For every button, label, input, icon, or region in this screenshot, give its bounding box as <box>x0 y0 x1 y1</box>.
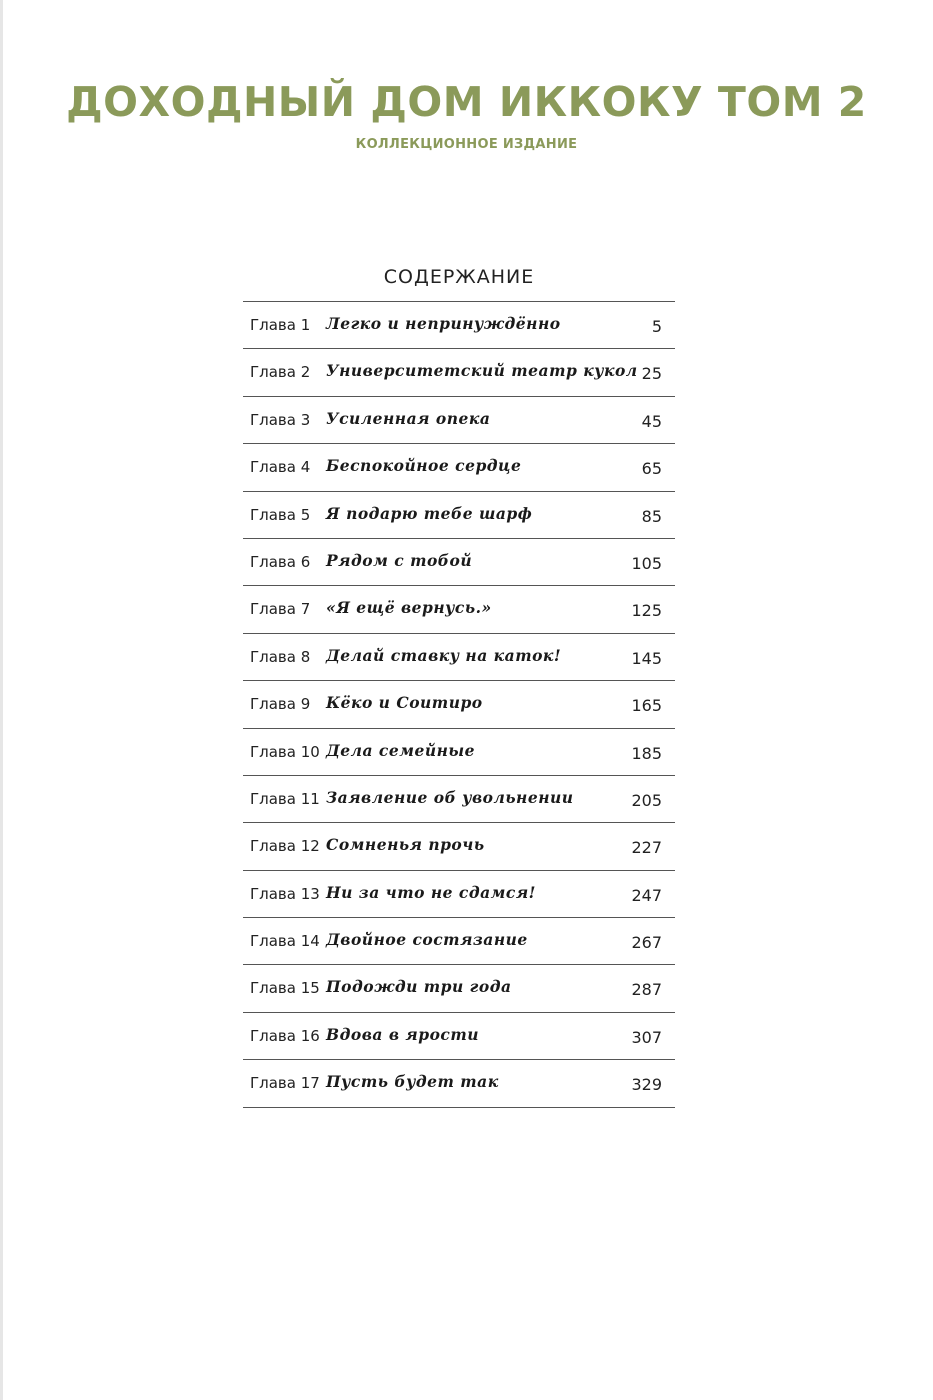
toc-page-number: 307 <box>631 1027 662 1047</box>
toc-chapter-number: Глава 2 <box>250 363 311 382</box>
toc-page-number: 287 <box>631 980 662 1000</box>
toc-heading: СОДЕРЖАНИЕ <box>383 266 535 288</box>
toc-chapter-number: Глава 7 <box>250 600 311 619</box>
toc-chapter-title: Легко и непринуждённо <box>326 314 561 333</box>
toc-entry[interactable] <box>243 1013 675 1060</box>
toc-chapter-number: Глава 4 <box>250 458 311 477</box>
toc-chapter-number: Глава 9 <box>250 695 311 714</box>
toc-chapter-title: «Я ещё вернусь.» <box>326 598 492 618</box>
toc-chapter-number: Глава 15 <box>250 979 320 998</box>
toc-entry[interactable] <box>243 302 675 349</box>
toc-entry[interactable] <box>243 397 675 444</box>
table-of-contents <box>243 302 675 1108</box>
toc-page-number: 65 <box>641 459 662 479</box>
toc-page-number: 185 <box>631 743 662 763</box>
toc-page-number: 25 <box>641 364 662 384</box>
toc-chapter-title: Кёко и Соитиро <box>326 693 483 713</box>
toc-entry[interactable] <box>243 349 675 396</box>
toc-chapter-number: Глава 8 <box>250 647 311 666</box>
page-left-edge <box>0 0 3 1400</box>
toc-entry[interactable] <box>243 681 675 728</box>
toc-page-number: 329 <box>631 1075 662 1095</box>
toc-chapter-title: Рядом с тобой <box>326 550 473 570</box>
toc-entry[interactable] <box>243 539 675 586</box>
toc-chapter-title: Усиленная опека <box>326 408 491 428</box>
toc-entry[interactable] <box>243 965 675 1012</box>
toc-entry[interactable] <box>243 918 675 965</box>
toc-chapter-title: Вдова в ярости <box>326 1024 480 1044</box>
toc-page-number: 267 <box>631 933 662 953</box>
toc-entry[interactable] <box>243 1060 675 1107</box>
toc-page-number: 85 <box>641 506 662 526</box>
toc-page-number: 105 <box>631 553 662 573</box>
toc-chapter-number: Глава 14 <box>250 932 320 951</box>
toc-chapter-number: Глава 11 <box>250 789 320 808</box>
toc-page-number: 145 <box>631 648 662 668</box>
toc-chapter-number: Глава 5 <box>250 505 311 524</box>
toc-chapter-number: Глава 12 <box>250 837 320 856</box>
toc-entry[interactable] <box>243 776 675 823</box>
toc-page-number: 227 <box>631 838 662 858</box>
toc-chapter-title: Сомненья прочь <box>326 835 485 855</box>
toc-entry[interactable] <box>243 823 675 870</box>
toc-page-number: 5 <box>651 317 662 336</box>
book-subtitle: КОЛЛЕКЦИОННОЕ ИЗДАНИЕ <box>355 137 578 152</box>
toc-page-number: 205 <box>631 790 662 810</box>
toc-entry[interactable] <box>243 729 675 776</box>
toc-entry[interactable] <box>243 871 675 918</box>
toc-chapter-title: Беспокойное сердце <box>326 456 522 476</box>
toc-chapter-title: Делай ставку на каток! <box>326 645 562 665</box>
toc-entry[interactable] <box>243 634 675 681</box>
toc-entry[interactable] <box>243 444 675 491</box>
toc-chapter-title: Пусть будет так <box>326 1072 499 1092</box>
toc-page-number: 247 <box>631 885 662 905</box>
toc-entry[interactable] <box>243 586 675 633</box>
toc-chapter-number: Глава 3 <box>250 410 311 429</box>
toc-page-number: 165 <box>631 696 662 716</box>
toc-chapter-number: Глава 6 <box>250 552 311 571</box>
toc-chapter-title: Заявление об увольнении <box>326 787 574 807</box>
toc-chapter-title: Ни за что не сдамся! <box>326 882 536 902</box>
toc-chapter-number: Глава 13 <box>250 884 320 903</box>
toc-page-number: 125 <box>631 601 662 621</box>
toc-chapter-number: Глава 10 <box>250 742 320 761</box>
toc-chapter-title: Подожди три года <box>326 977 512 997</box>
toc-chapter-number: Глава 16 <box>250 1026 320 1045</box>
toc-chapter-number: Глава 17 <box>250 1074 320 1093</box>
toc-chapter-title: Я подарю тебе шарф <box>326 503 533 523</box>
toc-entry[interactable] <box>243 492 675 539</box>
toc-chapter-title: Дела семейные <box>326 740 476 760</box>
toc-page-number: 45 <box>641 411 662 431</box>
toc-chapter-title: Университетский театр кукол <box>326 361 638 381</box>
toc-chapter-number: Глава 1 <box>250 316 311 334</box>
book-title: ДОХОДНЫЙ ДОМ ИККОКУ ТОМ 2 <box>66 78 867 126</box>
toc-chapter-title: Двойное состязание <box>326 930 528 950</box>
